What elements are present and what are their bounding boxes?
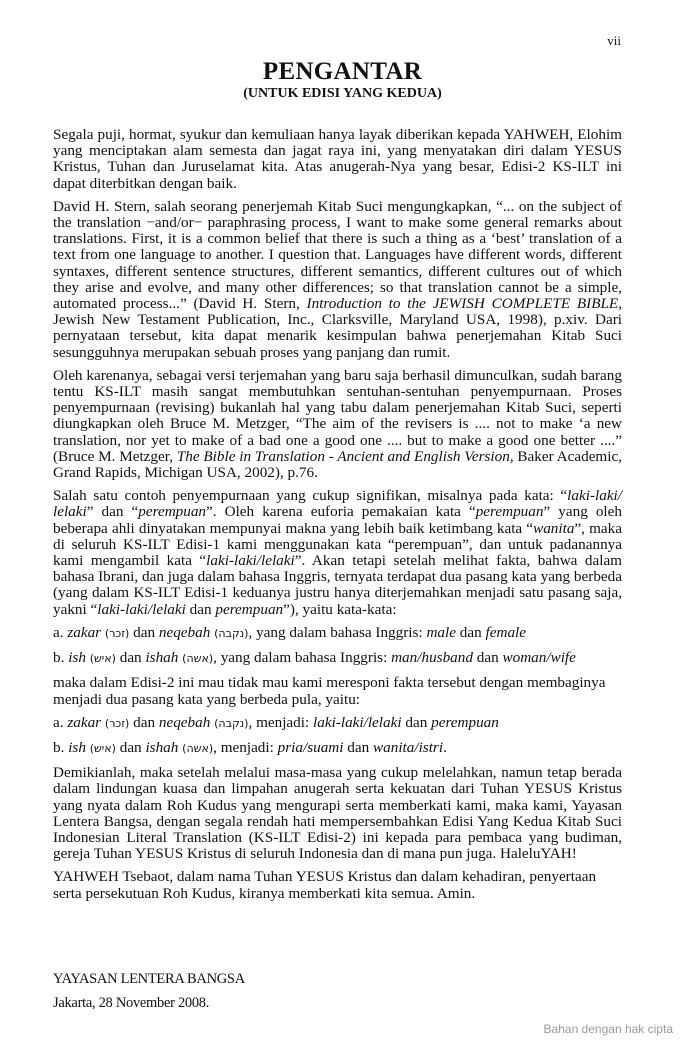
list-marker: a. [53, 623, 64, 641]
text-span: . [443, 738, 447, 756]
hebrew-word: (איש) [89, 741, 116, 755]
text-span: dan [472, 649, 503, 667]
text-span: dan [129, 623, 159, 641]
text-span: David H. Stern, salah seorang penerjemah Kitab Suci mengungkapkan, “... on the subject of the translation −and/or− paraphrasing process, I want to make some general remarks about translations. First, it is a common belief that there is such a thing as a ‘best’ translation of a text from one language to another. I question that. Languages have different words, different syntaxes, different sentence structures, different semantics, different cultures out of which they arise and evolve, and many other differences; so that translation cannot be a simple, automated process...” (David H. Stern, [53, 197, 622, 313]
text-span: , yang dalam bahasa Inggris: [213, 649, 392, 667]
text-span: , Baker Academic, Grand Rapids, Michigan USA, 2002), p.76. [53, 447, 623, 482]
paragraph-dedication: Demikianlah, maka setelah melalui masa-masa yang cukup melelahkan, namun tetap berada dalam lindungan kuasa dan limpahan anugerah serta kekuatan dari Tuhan YESUS Kristus yang nyata dalam Roh Kudus yang mengurapi serta memberkati kami, maka kami, Yayasan Lentera Bangsa, dengan segala rendah hati mempersembahkan Edisi Yang Kedua Kitab Suci Indonesian Literal Translation (KS-ILT Edisi-2) ini kepada para pembaca yang budiman, gereja Tuhan YESUS Kristus di seluruh Indonesia dan di mana pun juga. HaleluYAH! [53, 764, 622, 863]
list-item [53, 625, 622, 642]
body-text [53, 127, 622, 909]
hebrew-word: (אשה) [182, 741, 214, 755]
term: zakar [67, 623, 102, 641]
term: wanita [533, 519, 575, 537]
hebrew-word: (נקבה) [214, 716, 249, 730]
paragraph-example [53, 488, 622, 618]
term: laki-laki/lelaki [206, 552, 295, 570]
text-span: dan [185, 600, 216, 618]
page-number: vii [607, 33, 621, 48]
term: zakar [67, 713, 102, 731]
hebrew-word: (זכר) [104, 716, 130, 730]
page-title: PENGANTAR [262, 58, 423, 85]
term: ish [68, 738, 86, 756]
term: laki-laki/lelaki [313, 713, 402, 731]
book-title: Introduction to the JEWISH COMPLETE BIBLE [306, 295, 619, 313]
signature-block [53, 971, 245, 1019]
term: woman/wife [502, 649, 576, 667]
text-span: dan [129, 713, 159, 731]
text-span: ”, maka di seluruh KS-ILT Edisi-1 kami menggunakan kata “perempuan”, dan untuk padanannya kami mengambil kata “ [53, 519, 622, 570]
text-span: dan [401, 713, 432, 731]
term: laki-laki/lelaki [97, 600, 186, 618]
text-span: , menjadi: [213, 738, 278, 756]
text-span: , Jewish New Testament Publication, Inc., Clarksville, Maryland USA, 1998), p.xiv. Dari pernyataan tersebut, kita dapat menarik kesimpulan bahwa penerjemahan Kitab Suci sesungguhnya merupakan sebuah proses yang panjang dan rumit. [53, 295, 622, 361]
term: pria/suami [277, 738, 344, 756]
place-date: Jakarta, 28 November 2008. [53, 995, 210, 1011]
paragraph-blessing: YAHWEH Tsebaot, dalam nama Tuhan YESUS Kristus dan dalam kehadiran, penyertaan serta persekutuan Roh Kudus, kiranya memberkati kita semua. Amin. [53, 868, 597, 902]
paragraph-intro: Segala puji, hormat, syukur dan kemuliaan hanya layak diberikan kepada YAHWEH, Elohim yang menciptakan alam semesta dan jagat raya ini, yang menyatakan diri dalam YESUS Kristus, Tuhan dan Juruselamat kita. Atas anugerah-Nya yang besar, Edisi-2 KS-ILT ini dapat diterbitkan dengan baik. [53, 126, 622, 192]
title-block [0, 58, 685, 102]
term: neqebah [158, 713, 211, 731]
text-span: ”. Akan tetapi setelah melihat fakta, bahwa dalam bahasa Ibrani, dan juga dalam bahasa Inggris, ternyata terdapat dua pasang kata yang berbeda (yang dalam KS-ILT Edisi-1 keduanya justru hanya diterjemahkan menjadi satu pasang saja, yakni “ [53, 552, 622, 618]
text-span: dan [115, 649, 146, 667]
text-span: dan [455, 623, 486, 641]
text-span: ”), yaitu kata-kata: [283, 600, 397, 618]
text-span: , menjadi: [248, 713, 314, 731]
list-marker: b. [53, 738, 65, 756]
text-span: Salah satu contoh penyempurnaan yang cukup signifikan, misalnya pada kata: “ [53, 487, 568, 505]
hebrew-word: (איש) [89, 652, 116, 666]
organization-name: YAYASAN LENTERA BANGSA [53, 971, 245, 987]
book-title: The Bible in Translation - Ancient and English Version [176, 447, 510, 465]
term: wanita/istri [373, 738, 444, 756]
text-span: , yang dalam bahasa Inggris: [248, 623, 427, 641]
text-span: Oleh karenanya, sebagai versi terjemahan yang baru saja berhasil dimunculkan, sudah barang tentu KS-ILT masih sangat membutuhkan sentuhan-sentuhan penyempurnaan. Proses penyempurnaan (revising) bukanlah hal yang tabu dalam penerjemahan Kitab Suci, seperti diungkapkan oleh Bruce M. Metzger, “The aim of the revisers is .... not to make ‘a new translation, nor yet to make of a bad one a good one .... but to make a good one better ....” (Bruce M. Metzger, [53, 366, 622, 465]
text-span: ” yang oleh beberapa ahli dinyatakan mempunyai makna yang lebih baik ketimbang kata “ [53, 503, 622, 537]
term: perempuan [215, 600, 284, 618]
list-item [53, 740, 622, 757]
term: male [426, 623, 456, 641]
term: ishah [145, 738, 179, 756]
hebrew-word: (נקבה) [214, 626, 249, 640]
list-item [53, 650, 622, 667]
hebrew-word: (אשה) [182, 652, 214, 666]
term: ish [68, 649, 86, 667]
term: perempuan [475, 503, 544, 521]
paragraph-metzger-quote [53, 368, 622, 481]
term: neqebah [158, 623, 211, 641]
list-item [53, 715, 622, 732]
term: perempuan [138, 503, 207, 521]
term: ishah [145, 649, 179, 667]
paragraph-stern-quote [53, 199, 622, 361]
text-span: dan [343, 738, 374, 756]
term: laki-laki/ lelaki [53, 487, 622, 521]
term: man/husband [391, 649, 473, 667]
term: female [485, 623, 526, 641]
text-span: dan [115, 738, 146, 756]
text-span: ”. Oleh karena euforia pemakaian kata “ [206, 503, 476, 521]
list-marker: b. [53, 649, 65, 667]
copyright-watermark: Bahan dengan hak cipta [543, 1022, 673, 1036]
page-subtitle: (UNTUK EDISI YANG KEDUA) [243, 86, 442, 101]
hebrew-word: (זכר) [104, 626, 130, 640]
list-marker: a. [53, 713, 64, 731]
paragraph-edisi2: maka dalam Edisi-2 ini mau tidak mau kami meresponi fakta tersebut dengan membaginya menjadi dua pasang kata yang berbeda pula, yaitu: [53, 674, 606, 708]
term: perempuan [431, 713, 499, 731]
text-span: ” dan “ [86, 503, 139, 521]
